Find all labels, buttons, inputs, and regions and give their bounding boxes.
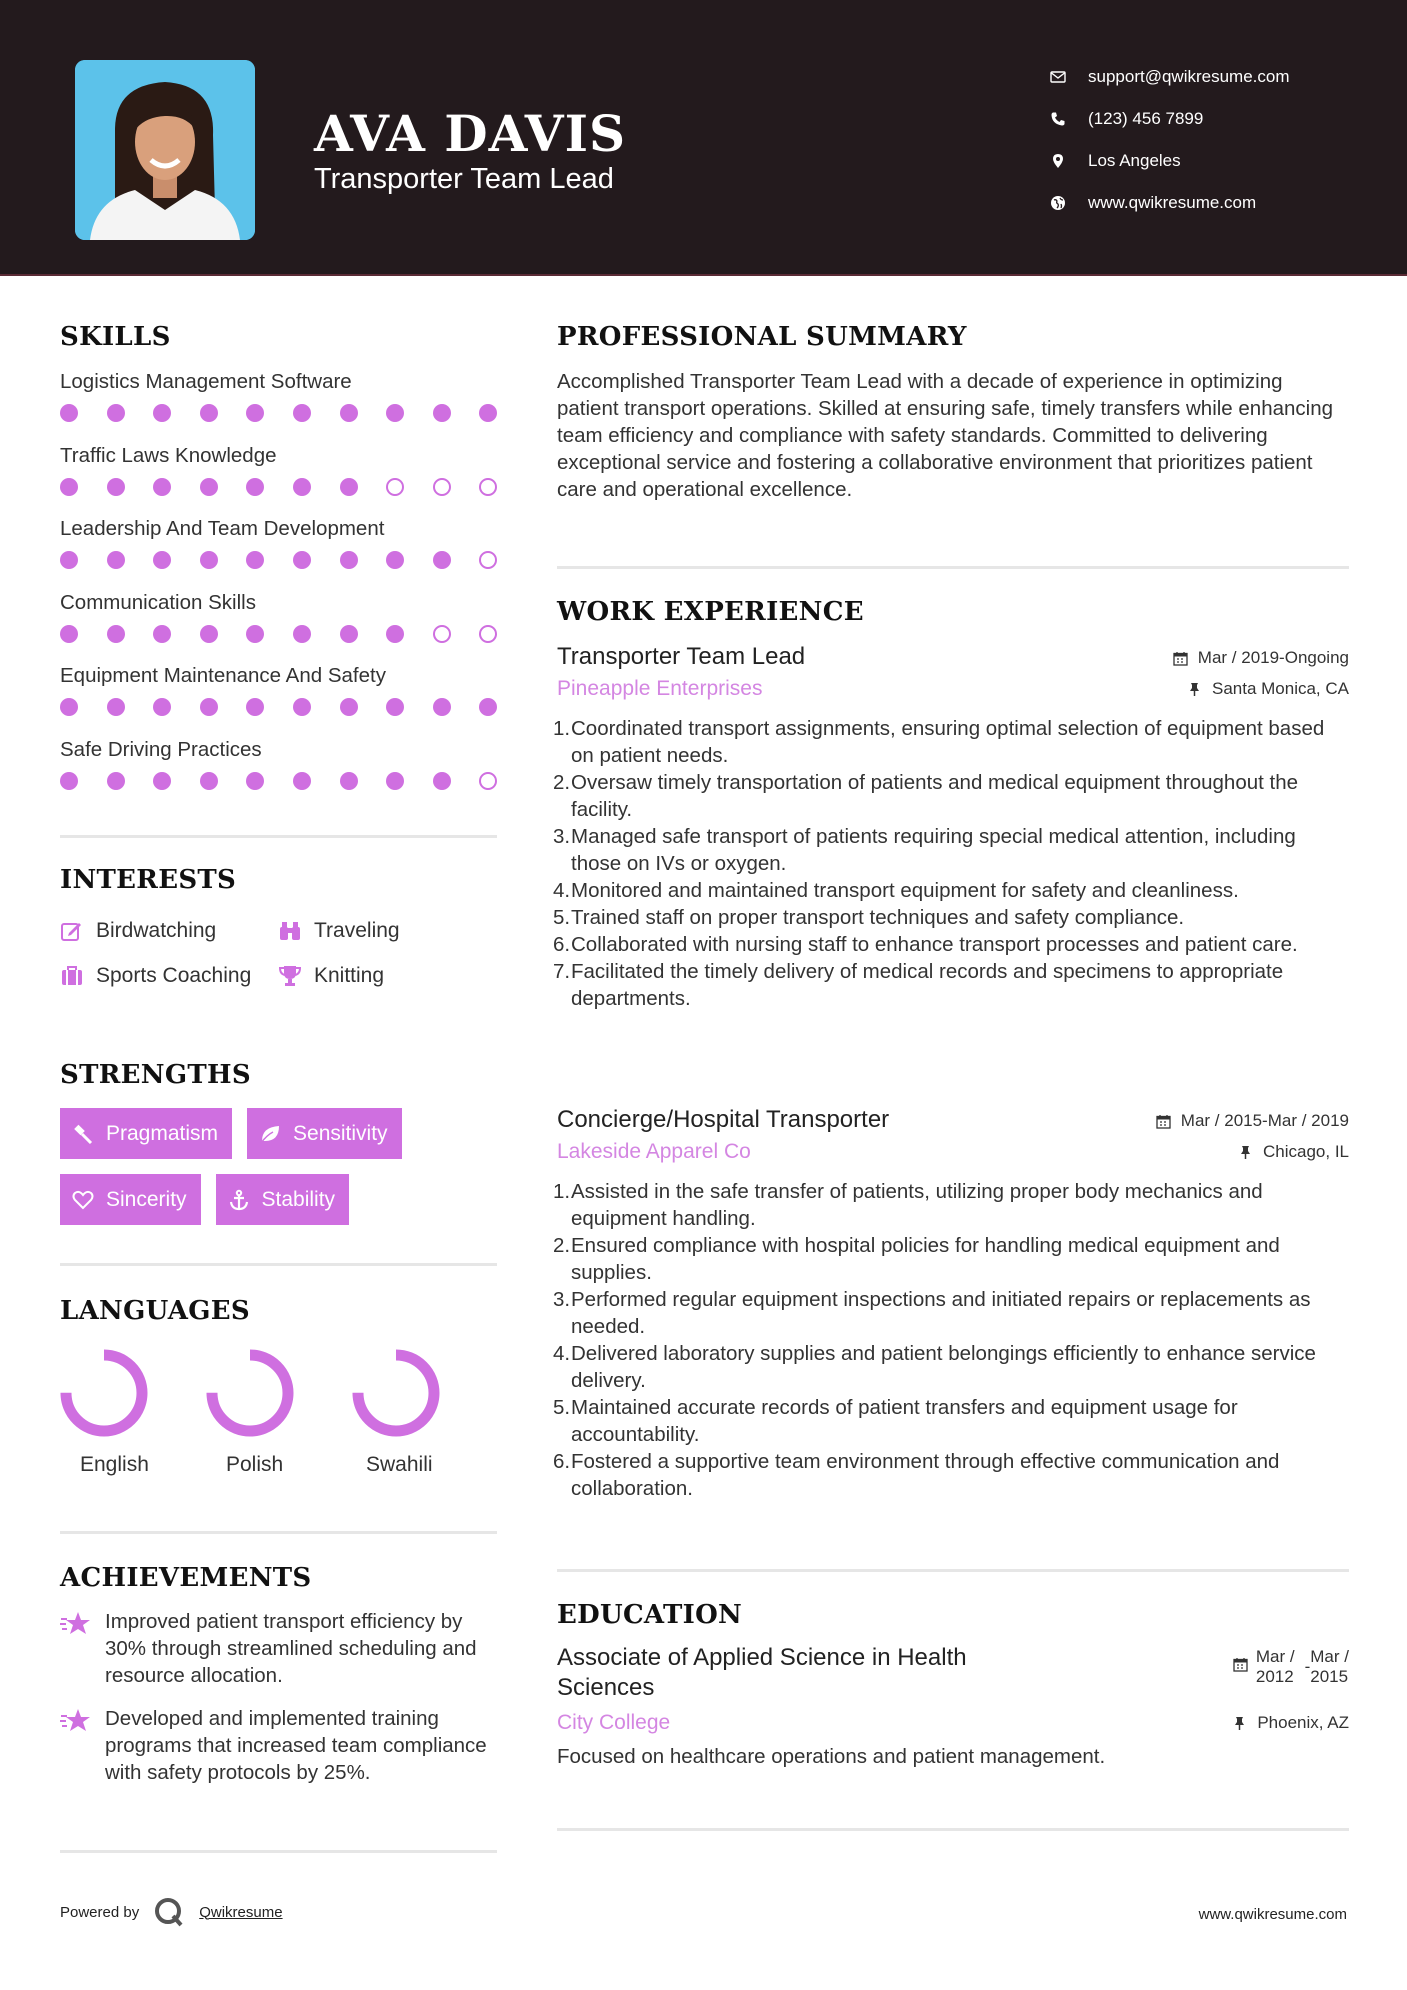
rating-dot-filled [433,404,451,422]
candidate-name: AVA DAVIS [314,104,627,163]
job-bullet [553,715,1349,769]
bullet-number: 1. [553,1180,571,1203]
rating-dot-filled [60,698,78,716]
strength-chip: Stability [216,1174,350,1225]
job-bullet [553,1448,1349,1502]
job-bullet [553,1232,1349,1286]
languages-list [60,1345,500,1477]
skill-item [60,368,500,442]
rating-dot-filled [386,551,404,569]
rating-dot-filled [107,478,125,496]
bullet-number: 4. [553,1342,571,1365]
strengths-list [60,1108,500,1240]
bullet-number: 2. [553,771,571,794]
job-bullet [553,1340,1349,1394]
bullet-number: 6. [553,1450,571,1473]
rating-dot-filled [479,404,497,422]
skill-name: Equipment Maintenance And Safety [60,664,386,687]
strength-chip: Sincerity [60,1174,201,1225]
skill-rating [60,698,500,716]
bullet-text: Oversaw timely transportation of patients and medical equipment throughout the facility. [571,771,1299,821]
footer-website[interactable]: www.qwikresume.com [1198,1906,1347,1923]
gavel-icon [72,1123,94,1145]
job-title: Transporter Team Lead [557,643,806,670]
rating-dot-empty [479,478,497,496]
rating-dot-filled [293,478,311,496]
rating-dot-filled [246,772,264,790]
candidate-role: Transporter Team Lead [314,163,614,195]
pushpin-icon [1232,1716,1247,1731]
rating-dot-filled [153,551,171,569]
experience-heading: WORK EXPERIENCE [557,597,864,627]
language-proficiency-arc [212,1355,288,1431]
rating-dot-filled [293,625,311,643]
company-name: Pineapple Enterprises [557,677,763,700]
briefcase-icon [60,964,84,988]
language-proficiency-arc [358,1355,434,1431]
job-entry [553,1105,1349,1502]
divider [557,566,1349,569]
rating-dot-filled [153,404,171,422]
rating-dot-filled [107,772,125,790]
job-location: Chicago, IL [1238,1142,1349,1162]
interest-item: Birdwatching [60,919,278,943]
achievement-item: Developed and implemented training programs that increased team compliance with safety protocols by 25%. [60,1705,500,1786]
profile-photo [75,60,255,240]
rating-dot-filled [246,698,264,716]
job-bullets [553,715,1349,1012]
job-bullet [553,958,1349,1012]
skill-name: Traffic Laws Knowledge [60,443,277,467]
rating-dot-filled [153,698,171,716]
achievements-heading: ACHIEVEMENTS [60,1563,312,1593]
job-bullet [553,904,1349,931]
rating-dot-filled [60,625,78,643]
bullet-number: 6. [553,933,571,956]
bullet-number: 5. [553,1396,571,1419]
skill-rating [60,625,500,643]
calendar-icon [1233,1657,1248,1672]
education-heading: EDUCATION [557,1600,743,1630]
skill-item [60,515,500,589]
language-label: English [80,1453,149,1476]
divider [60,1263,497,1266]
job-bullet [553,1286,1349,1340]
rating-dot-filled [200,772,218,790]
rating-dot-filled [246,551,264,569]
skill-name: Leadership And Team Development [60,517,385,540]
rating-dot-empty [386,478,404,496]
location-pin-icon [1050,153,1066,169]
rating-dot-filled [246,478,264,496]
degree-title: Associate of Applied Science in Health Sciences [557,1644,967,1701]
rating-dot-filled [386,404,404,422]
globe-icon [1050,195,1066,211]
summary-text: Accomplished Transporter Team Lead with a decade of experience in optimizing patient transport operations. Skilled at ensuring safe, timely transfers while enhancing team efficiency and compliance with safety standards. Committed to delivering exceptional service and fostering a collaborative environment that prioritizes patient care and operational excellence. [557,370,1334,501]
skill-item [60,736,500,810]
job-bullet [553,931,1349,958]
rating-dot-filled [200,698,218,716]
rating-dot-empty [433,625,451,643]
job-bullet [553,1394,1349,1448]
rating-dot-filled [60,478,78,496]
bullet-text: Assisted in the safe transfer of patients, utilizing proper body mechanics and equipment handling. [571,1180,1263,1230]
rating-dot-filled [200,404,218,422]
rating-dot-filled [479,698,497,716]
school-name: City College [557,1711,671,1734]
qwikresume-link[interactable]: Qwikresume [199,1903,283,1921]
job-location: Santa Monica, CA [1187,679,1349,699]
language-proficiency-arc [66,1355,142,1431]
divider [557,1569,1349,1572]
calendar-icon [1156,1114,1171,1129]
phone-icon [1050,111,1066,127]
rating-dot-filled [246,404,264,422]
resume-header [0,0,1407,276]
education-description: Focused on healthcare operations and patient management. [557,1745,1106,1768]
qwikresume-logo-icon [153,1896,185,1928]
star-icon [60,1610,92,1638]
divider [60,1850,497,1853]
languages-heading: LANGUAGES [60,1296,250,1326]
footer-powered-by: Powered by Qwikresume [60,1896,283,1928]
pushpin-icon [1238,1145,1253,1160]
bullet-text: Coordinated transport assignments, ensuring optimal selection of equipment based on patient needs. [571,717,1325,767]
language-item [206,1345,352,1477]
interest-item: Traveling [278,919,400,943]
interest-item: Sports Coaching [60,964,278,988]
skill-item [60,442,500,516]
education-dates: Mar / 2012 - Mar / 2015 [1233,1647,1349,1687]
rating-dot-filled [433,772,451,790]
skill-item [60,589,500,663]
rating-dot-filled [340,772,358,790]
bullet-number: 2. [553,1234,571,1257]
bullet-text: Fostered a supportive team environment through effective communication and collaboration. [571,1450,1280,1500]
company-name: Lakeside Apparel Co [557,1140,751,1163]
strength-chip: Sensitivity [247,1108,402,1159]
rating-dot-filled [107,698,125,716]
job-bullet [553,877,1349,904]
anchor-icon [228,1189,250,1211]
language-label: Polish [226,1453,284,1476]
bullet-text: Facilitated the timely delivery of medical records and specimens to appropriate departments. [571,960,1284,1010]
achievement-item: Improved patient transport efficiency by 30% through streamlined scheduling and resource allocation. [60,1608,500,1689]
bullet-number: 5. [553,906,571,929]
language-proficiency-ring [56,1345,152,1441]
rating-dot-filled [293,698,311,716]
contact-phone[interactable]: (123) 456 7899 [1050,98,1380,140]
bullet-text: Delivered laboratory supplies and patient belongings efficiently to enhance service delivery. [571,1342,1316,1392]
strengths-heading: STRENGTHS [60,1060,251,1090]
bullet-text: Managed safe transport of patients requiring special medical attention, including those on IVs or oxygen. [571,825,1296,875]
rating-dot-filled [246,625,264,643]
rating-dot-empty [479,772,497,790]
skill-rating [60,404,500,422]
rating-dot-filled [200,551,218,569]
rating-dot-filled [60,551,78,569]
rating-dot-filled [433,698,451,716]
rating-dot-filled [153,625,171,643]
rating-dot-empty [433,478,451,496]
summary-heading: PROFESSIONAL SUMMARY [557,322,967,352]
rating-dot-filled [340,698,358,716]
language-item [60,1345,206,1477]
rating-dot-filled [153,478,171,496]
rating-dot-filled [340,478,358,496]
rating-dot-filled [293,551,311,569]
job-date: Mar / 2019-Ongoing [1173,648,1349,668]
rating-dot-filled [386,772,404,790]
rating-dot-empty [479,625,497,643]
rating-dot-filled [200,625,218,643]
rating-dot-filled [293,404,311,422]
bullet-number: 4. [553,879,571,902]
skill-name: Safe Driving Practices [60,737,262,761]
bullet-text: Trained staff on proper transport techniques and safety compliance. [571,906,1185,929]
rating-dot-filled [200,478,218,496]
leaf-icon [259,1123,281,1145]
rating-dot-empty [479,551,497,569]
rating-dot-filled [433,551,451,569]
rating-dot-filled [340,551,358,569]
job-bullet [553,769,1349,823]
skills-heading: SKILLS [60,322,171,352]
calendar-icon [1173,651,1188,666]
contact-email[interactable]: support@qwikresume.com [1050,56,1380,98]
rating-dot-filled [386,625,404,643]
trophy-icon [278,964,302,988]
envelope-icon [1050,69,1066,85]
contact-website[interactable]: www.qwikresume.com [1050,182,1380,224]
school-location: Phoenix, AZ [1232,1713,1349,1733]
rating-dot-filled [107,625,125,643]
bullet-text: Maintained accurate records of patient transfers and equipment usage for accountability. [571,1396,1238,1446]
skill-rating [60,772,500,790]
interests-list [60,908,500,998]
bullet-number: 3. [553,1288,571,1311]
skill-rating [60,551,500,569]
bullet-text: Collaborated with nursing staff to enhance transport processes and patient care. [571,933,1298,956]
bullet-number: 1. [553,717,571,740]
job-bullet [553,1178,1349,1232]
star-icon [60,1707,92,1735]
bullet-number: 3. [553,825,571,848]
divider [60,835,497,838]
rating-dot-filled [107,551,125,569]
strength-chip: Pragmatism [60,1108,232,1159]
contact-list [1050,56,1380,224]
language-label: Swahili [366,1453,433,1476]
skill-item [60,662,500,736]
pushpin-icon [1187,682,1202,697]
rating-dot-filled [293,772,311,790]
rating-dot-filled [60,772,78,790]
rating-dot-filled [340,404,358,422]
bullet-text: Ensured compliance with hospital policies for handling medical equipment and supplies. [571,1234,1280,1284]
language-proficiency-ring [348,1345,444,1441]
rating-dot-filled [386,698,404,716]
skill-name: Logistics Management Software [60,370,352,393]
interest-item: Knitting [278,964,384,988]
job-bullets [553,1178,1349,1502]
job-date: Mar / 2015-Mar / 2019 [1156,1111,1349,1131]
job-bullet [553,823,1349,877]
pencil-icon [60,919,84,943]
divider [60,1531,497,1534]
skill-name: Communication Skills [60,590,256,614]
language-item [352,1345,498,1477]
bullet-number: 7. [553,960,571,983]
job-entry [553,642,1349,1012]
skills-list [60,368,500,809]
education-entry [557,1643,1349,1770]
interests-heading: INTERESTS [60,865,237,895]
rating-dot-filled [60,404,78,422]
divider [557,1828,1349,1831]
achievements-list [60,1608,500,1802]
rating-dot-filled [107,404,125,422]
rating-dot-filled [153,772,171,790]
contact-location: Los Angeles [1050,140,1380,182]
language-proficiency-ring [202,1345,298,1441]
bullet-text: Monitored and maintained transport equipment for safety and cleanliness. [571,879,1239,902]
bullet-text: Performed regular equipment inspections and initiated repairs or replacements as needed. [571,1288,1311,1338]
rating-dot-filled [340,625,358,643]
job-title: Concierge/Hospital Transporter [557,1106,890,1133]
heart-icon [72,1189,94,1211]
skill-rating [60,478,500,496]
binoculars-icon [278,919,302,943]
